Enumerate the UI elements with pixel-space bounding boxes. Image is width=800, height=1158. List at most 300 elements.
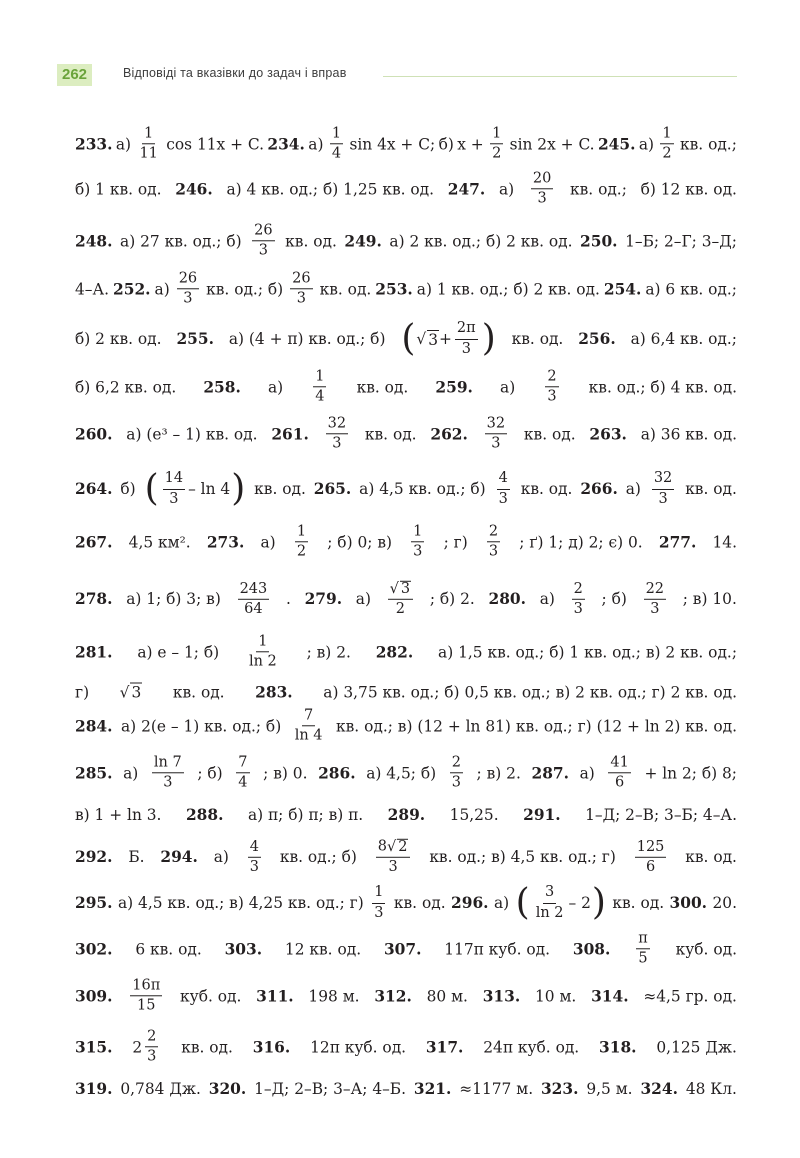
answer-text: б) 12 кв. од. [640, 180, 737, 198]
fraction-numerator: π [636, 931, 650, 949]
problem-number: 259. [435, 378, 473, 396]
radicand: 3 [400, 580, 411, 597]
fraction [137, 126, 159, 161]
answer-text: а) 4 кв. од.; б) 1,25 кв. од. [226, 180, 435, 198]
problem-number: 307. [383, 940, 422, 958]
fraction-numerator: 41 [608, 755, 630, 773]
answer-text: а) 1,5 кв. од.; б) 1 кв. од.; в) 2 кв. од.; [438, 643, 737, 661]
answer-text: 1–Б; 2–Г; 3–Д; [625, 232, 737, 250]
radical-sign: √ [416, 330, 427, 348]
problem-number: 296. [451, 894, 489, 912]
answer-line [75, 416, 737, 451]
answer-text: а) 27 кв. од.; б) [120, 232, 242, 250]
answer-text: кв. од.; в) (12 + ln 81) кв. од.; г) (12 + ln 2) кв. од. [336, 717, 737, 735]
fraction-numerator: 2 [487, 524, 500, 542]
problem-number: 264. [75, 480, 113, 498]
answer-text: кв. од.; [570, 180, 627, 198]
answer-text: + [439, 330, 452, 348]
fraction [145, 1029, 158, 1064]
right-parenthesis: ) [481, 318, 496, 359]
problem-number: 248. [75, 232, 113, 250]
answer-text: + ln 2; б) 8; [644, 764, 737, 782]
fraction-numerator: 1 [313, 369, 326, 387]
answer-text: 4,5 км². [128, 533, 191, 551]
answer-text: а) π; б) π; в) π. [247, 806, 364, 824]
answer-text: кв. од. [393, 894, 446, 912]
fraction-numerator: 1 [295, 524, 308, 542]
answer-text: кв. од. [612, 894, 665, 912]
fraction-numerator: 7 [302, 708, 315, 726]
answer-text: ; г) [443, 533, 468, 551]
problem-number: 309. [75, 987, 113, 1005]
problem-number: 284. [75, 717, 113, 735]
answer-text: б) 2 кв. од. [75, 330, 162, 348]
answer-text: ; в) 0. [263, 764, 308, 782]
fraction [534, 885, 566, 920]
answer-text: а) [267, 378, 284, 396]
fraction-denominator: 3 [461, 340, 471, 357]
answer-text: а) [308, 135, 324, 153]
right-parenthesis: ) [591, 882, 606, 923]
answer-line [75, 755, 737, 790]
answer-text: а) 36 кв. од. [640, 425, 737, 443]
fraction [411, 524, 424, 559]
fraction-denominator: 5 [638, 950, 648, 967]
answer-line [75, 882, 737, 923]
problem-number: 308. [572, 940, 611, 958]
answer-text: кв. од. [511, 330, 564, 348]
fraction-numerator: 1 [660, 126, 673, 144]
page-header [57, 64, 737, 88]
fraction-numerator: 7 [236, 755, 249, 773]
answer-line [75, 1029, 737, 1064]
parenthesized-expression [144, 468, 247, 509]
problem-number: 255. [176, 330, 214, 348]
answer-text: – 2 [568, 894, 591, 912]
fraction [238, 581, 270, 616]
answer-text: 14. [712, 533, 737, 551]
answer-text: кв. од. [181, 1038, 233, 1056]
answer-text: кв. од. [319, 280, 372, 298]
answer-text: cos 11x + C. [166, 135, 265, 153]
fraction [152, 755, 184, 790]
fraction [376, 839, 411, 875]
fraction [608, 755, 630, 790]
answer-text: а) e – 1; б) [137, 643, 220, 661]
answer-text: 6 кв. од. [135, 940, 202, 958]
answer-text: ; б) [197, 764, 223, 782]
fraction [130, 978, 162, 1013]
radical-sign: √ [119, 683, 130, 701]
answer-text: ; в) 10. [682, 590, 737, 608]
answer-line [75, 634, 737, 669]
fraction [572, 581, 585, 616]
fraction-numerator: 14 [163, 471, 185, 489]
fraction [313, 369, 326, 404]
answer-text: а) 3,75 кв. од.; б) 0,5 кв. од.; в) 2 кв. од.; г) 2 кв. од. [323, 683, 737, 701]
answer-text: Б. [128, 848, 145, 866]
problem-number: 318. [599, 1038, 637, 1056]
fraction-numerator: 243 [238, 581, 270, 599]
problem-number: 267. [75, 533, 113, 551]
problem-number: 245. [597, 135, 636, 153]
fraction-denominator: 4 [315, 388, 325, 405]
parenthesized-expression [515, 882, 607, 923]
problem-number: 300. [669, 894, 708, 912]
problem-number: 260. [75, 425, 113, 443]
answer-text: а) 4,5; б) [366, 764, 437, 782]
fraction-denominator: 3 [650, 600, 660, 617]
answer-line [75, 683, 737, 702]
problem-number: 233. [75, 135, 113, 153]
answer-text: а) 6,4 кв. од.; [630, 330, 737, 348]
problem-number: 292. [75, 848, 113, 866]
problem-number: 289. [387, 806, 426, 824]
problem-number: 286. [318, 764, 356, 782]
answer-text: а) [539, 590, 555, 608]
answer-text: а) 2 кв. од.; б) 2 кв. од. [389, 232, 573, 250]
answer-text: 48 Кл. [685, 1080, 737, 1098]
problem-number: 285. [75, 764, 113, 782]
answer-text: 9,5 м. [586, 1080, 633, 1098]
answer-text: б) 6,2 кв. од. [75, 378, 177, 396]
answer-text: а) 2(e – 1) кв. од.; б) [121, 717, 282, 735]
fraction-denominator: 2 [395, 601, 406, 617]
problem-number: 321. [413, 1080, 452, 1098]
left-parenthesis: ( [401, 318, 416, 359]
answer-text: а) [154, 280, 170, 298]
page-title: Відповіді та вказівки до задач і вправ [123, 66, 347, 80]
problem-number: 258. [203, 378, 241, 396]
answer-text: кв. од.; б) 4 кв. од. [588, 378, 737, 396]
answer-text: кв. од. [172, 683, 225, 701]
radical-sign: √ [389, 580, 399, 597]
answer-text: а) [123, 764, 139, 782]
answer-text: г) [75, 683, 90, 701]
fraction-numerator: 26 [252, 223, 274, 241]
fraction [660, 126, 673, 161]
answer-text: 24π куб. од. [483, 1038, 580, 1056]
fraction-denominator: 2 [492, 145, 502, 162]
fraction-numerator: 1 [142, 126, 155, 144]
problem-number: 311. [256, 987, 294, 1005]
fraction [497, 471, 510, 506]
square-root [120, 683, 143, 702]
answer-text: а) 4,5 кв. од.; б) [359, 480, 486, 498]
fraction [293, 708, 325, 743]
fraction-numerator: 1 [330, 126, 343, 144]
fraction-denominator: 2 [662, 145, 672, 162]
fraction [163, 471, 185, 506]
problem-number: 288. [185, 806, 224, 824]
problem-number: 314. [591, 987, 629, 1005]
fraction [644, 581, 666, 616]
answer-text: кв. од.; б) [279, 848, 357, 866]
fraction [177, 271, 199, 306]
problem-number: 323. [540, 1080, 579, 1098]
problem-number: 280. [488, 590, 526, 608]
fraction [236, 755, 249, 790]
answer-text: куб. од. [675, 940, 737, 958]
answer-text: 12π куб. од. [310, 1038, 407, 1056]
answer-text: ≈1177 м. [459, 1080, 534, 1098]
problem-number: 295. [75, 894, 113, 912]
answer-text: а) [115, 135, 132, 153]
right-parenthesis: ) [231, 468, 246, 509]
problem-number: 266. [580, 480, 618, 498]
answer-text: кв. од. [285, 232, 337, 250]
problem-number: 303. [224, 940, 263, 958]
answer-text: . [285, 590, 291, 608]
problem-number: 294. [160, 848, 198, 866]
radicand: 3 [428, 330, 439, 349]
fraction-numerator: 32 [485, 416, 507, 434]
answer-text: а) [213, 848, 229, 866]
problem-number: 250. [580, 232, 618, 250]
answer-text: ≈4,5 гр. од. [643, 987, 737, 1005]
answer-line [75, 708, 737, 743]
radicand: 2 [398, 838, 408, 855]
fraction-denominator: 3 [537, 190, 547, 207]
answer-text: 1–Д; 2–В; 3–Б; 4–А. [585, 806, 737, 824]
fraction-denominator: 3 [388, 859, 398, 875]
fraction-denominator: 2 [296, 543, 307, 560]
answer-line [75, 126, 737, 161]
fraction-numerator: 2π [455, 321, 478, 339]
problem-number: 283. [255, 683, 293, 701]
answer-text: а) [500, 378, 516, 396]
problem-number: 253. [375, 280, 413, 298]
answer-text: кв. од.; [680, 135, 737, 153]
radical-sign: √ [386, 838, 397, 855]
answer-text: ; ґ) 1; д) 2; є) 0. [519, 533, 643, 551]
fraction [252, 223, 274, 258]
answer-text: кв. од.; в) 4,5 кв. од.; г) [429, 848, 616, 866]
fraction [326, 416, 348, 451]
answer-text: 15,25. [449, 806, 499, 824]
fraction-denominator: 3 [332, 435, 342, 452]
answer-text: а) (e³ – 1) кв. од. [126, 425, 258, 443]
fraction [388, 581, 413, 617]
parenthesized-expression [400, 318, 496, 359]
answer-text: 0,125 Дж. [656, 1038, 737, 1056]
answer-text: а) [494, 894, 510, 912]
fraction-denominator: 6 [615, 774, 625, 791]
fraction-numerator: 26 [177, 271, 199, 289]
fraction-denominator: 3 [658, 490, 668, 507]
answer-text: кв. од. [523, 425, 576, 443]
answer-line [75, 1080, 737, 1098]
fraction [490, 126, 503, 161]
answer-text: кв. од. [356, 378, 409, 396]
fraction [455, 321, 478, 356]
fraction-denominator: 3 [169, 490, 179, 507]
answer-text: а) 1; б) 3; в) [126, 590, 221, 608]
answer-text: 10 м. [534, 987, 577, 1005]
answer-text: кв. од. [364, 425, 417, 443]
fraction-denominator: 3 [147, 1048, 157, 1065]
answer-line [75, 524, 737, 559]
fraction-denominator: 3 [413, 543, 423, 560]
problem-number: 302. [75, 940, 113, 958]
fraction-numerator: 1 [490, 126, 503, 144]
answer-text: ; б) 2. [429, 590, 475, 608]
answer-text: 198 м. [308, 987, 360, 1005]
answer-text: кв. од.; б) [206, 280, 284, 298]
fraction-numerator: 20 [531, 171, 553, 189]
answer-line [75, 806, 737, 824]
fraction-numerator: 125 [635, 839, 667, 857]
fraction [487, 524, 500, 559]
answer-text: а) [260, 533, 276, 551]
problem-number: 279. [304, 590, 343, 608]
answer-text: ; б) 0; в) [327, 533, 393, 551]
answer-text: 117π куб. од. [444, 940, 551, 958]
problem-number: 254. [603, 280, 642, 298]
answer-text: а) 1 кв. од.; б) 2 кв. од. [416, 280, 600, 298]
answer-text: кв. од. [685, 480, 737, 498]
fraction-numerator: 16π [130, 978, 162, 996]
answer-text: а) 6 кв. од.; [645, 280, 737, 298]
fraction-denominator: 3 [258, 242, 269, 259]
header-divider [383, 76, 737, 77]
answer-text: – ln 4 [188, 480, 231, 498]
fraction-numerator: 1 [411, 524, 424, 542]
fraction [636, 931, 650, 966]
problem-number: 261. [271, 425, 309, 443]
fraction [330, 126, 343, 161]
fraction-denominator: 4 [331, 145, 342, 162]
problem-number: 278. [75, 590, 113, 608]
fraction-denominator: 3 [488, 543, 499, 560]
fraction [450, 755, 463, 790]
fraction [295, 524, 308, 559]
square-root [390, 581, 411, 597]
fraction-numerator: 2 [450, 755, 463, 773]
answer-text: куб. од. [180, 987, 242, 1005]
radicand: 3 [131, 683, 142, 702]
coefficient: 8 [377, 838, 387, 855]
answer-line [75, 369, 737, 404]
answer-text: кв. од. [254, 480, 306, 498]
fraction [290, 271, 312, 306]
problem-number: 262. [430, 425, 468, 443]
fraction-denominator: ln 2 [248, 653, 277, 670]
answer-text: 0,784 Дж. [120, 1080, 201, 1098]
problem-number: 277. [658, 533, 697, 551]
fraction-numerator: 22 [644, 581, 666, 599]
answer-text: sin 2x + C. [509, 135, 595, 153]
fraction-denominator: 3 [374, 904, 384, 921]
answer-text: x + [457, 135, 484, 153]
fraction-denominator: ln 4 [294, 727, 323, 744]
answer-line [75, 839, 737, 875]
fraction [247, 634, 279, 669]
answer-text: а) (4 + π) кв. од.; б) [228, 330, 386, 348]
fraction-numerator: 3 [543, 885, 556, 903]
answer-text: ; в) 2. [306, 643, 351, 661]
fraction-denominator: 3 [547, 388, 557, 405]
answer-text: б) [438, 135, 454, 153]
answer-line [75, 581, 737, 617]
answer-text: б) 1 кв. од. [75, 180, 162, 198]
fraction-denominator: 3 [498, 490, 508, 507]
answer-text: ; б) [601, 590, 627, 608]
answer-text: кв. од. [685, 848, 737, 866]
answer-text: 20. [712, 894, 737, 912]
problem-number: 312. [374, 987, 412, 1005]
problem-number: 319. [75, 1080, 113, 1098]
fraction-denominator: 15 [137, 997, 156, 1014]
fraction-denominator: 3 [163, 774, 173, 791]
answer-text: ; в) 2. [476, 764, 521, 782]
problem-number: 247. [447, 180, 486, 198]
answer-line [75, 978, 737, 1013]
answer-line [75, 468, 737, 509]
problem-number: 249. [344, 232, 382, 250]
problem-number: 256. [578, 330, 616, 348]
problem-number: 246. [175, 180, 213, 198]
fraction-numerator: ln 7 [152, 755, 184, 773]
problem-number: 313. [482, 987, 521, 1005]
problem-number: 265. [313, 480, 352, 498]
problem-number: 263. [589, 425, 627, 443]
fraction-denominator: 3 [296, 290, 307, 307]
fraction-denominator: 4 [238, 774, 248, 791]
fraction-denominator: 3 [573, 600, 583, 617]
answer-text: кв. од. [520, 480, 573, 498]
problem-number: 287. [531, 764, 569, 782]
answer-text: 4–А. [75, 280, 110, 298]
answer-text: 12 кв. од. [284, 940, 362, 958]
fraction-denominator: 11 [139, 145, 158, 162]
fraction-denominator: 6 [645, 858, 656, 875]
fraction [248, 839, 261, 874]
answer-text: sin 4x + C; [349, 135, 436, 153]
mixed-number [132, 1029, 161, 1064]
fraction-numerator: 4 [248, 839, 261, 857]
problem-number: 324. [640, 1080, 678, 1098]
answer-line [75, 931, 737, 966]
problem-number: 252. [113, 280, 151, 298]
square-root [387, 839, 408, 855]
answer-text: а) [638, 135, 655, 153]
answer-text: б) [120, 480, 136, 498]
fraction [372, 885, 385, 920]
fraction [635, 839, 667, 874]
problem-number: 291. [523, 806, 561, 824]
answer-text: а) 4,5 кв. од.; в) 4,25 кв. од.; г) [117, 894, 364, 912]
fraction-denominator: 3 [491, 435, 501, 452]
problem-number: 273. [206, 533, 245, 551]
answer-text: а) [498, 180, 515, 198]
answer-text: в) 1 + ln 3. [75, 806, 162, 824]
answer-text: 80 м. [426, 987, 468, 1005]
problem-number: 316. [252, 1038, 291, 1056]
fraction-numerator: 32 [326, 416, 348, 434]
fraction [652, 471, 674, 506]
left-parenthesis: ( [515, 882, 530, 923]
square-root [416, 330, 439, 349]
answer-line [75, 318, 737, 359]
whole-part: 2 [132, 1038, 143, 1056]
fraction-denominator: 3 [451, 774, 461, 791]
fraction-numerator: 1 [256, 634, 269, 652]
fraction [531, 171, 553, 206]
fraction-denominator: 64 [244, 600, 263, 617]
fraction-denominator: ln 2 [535, 904, 564, 921]
fraction-numerator: 2 [572, 581, 585, 599]
